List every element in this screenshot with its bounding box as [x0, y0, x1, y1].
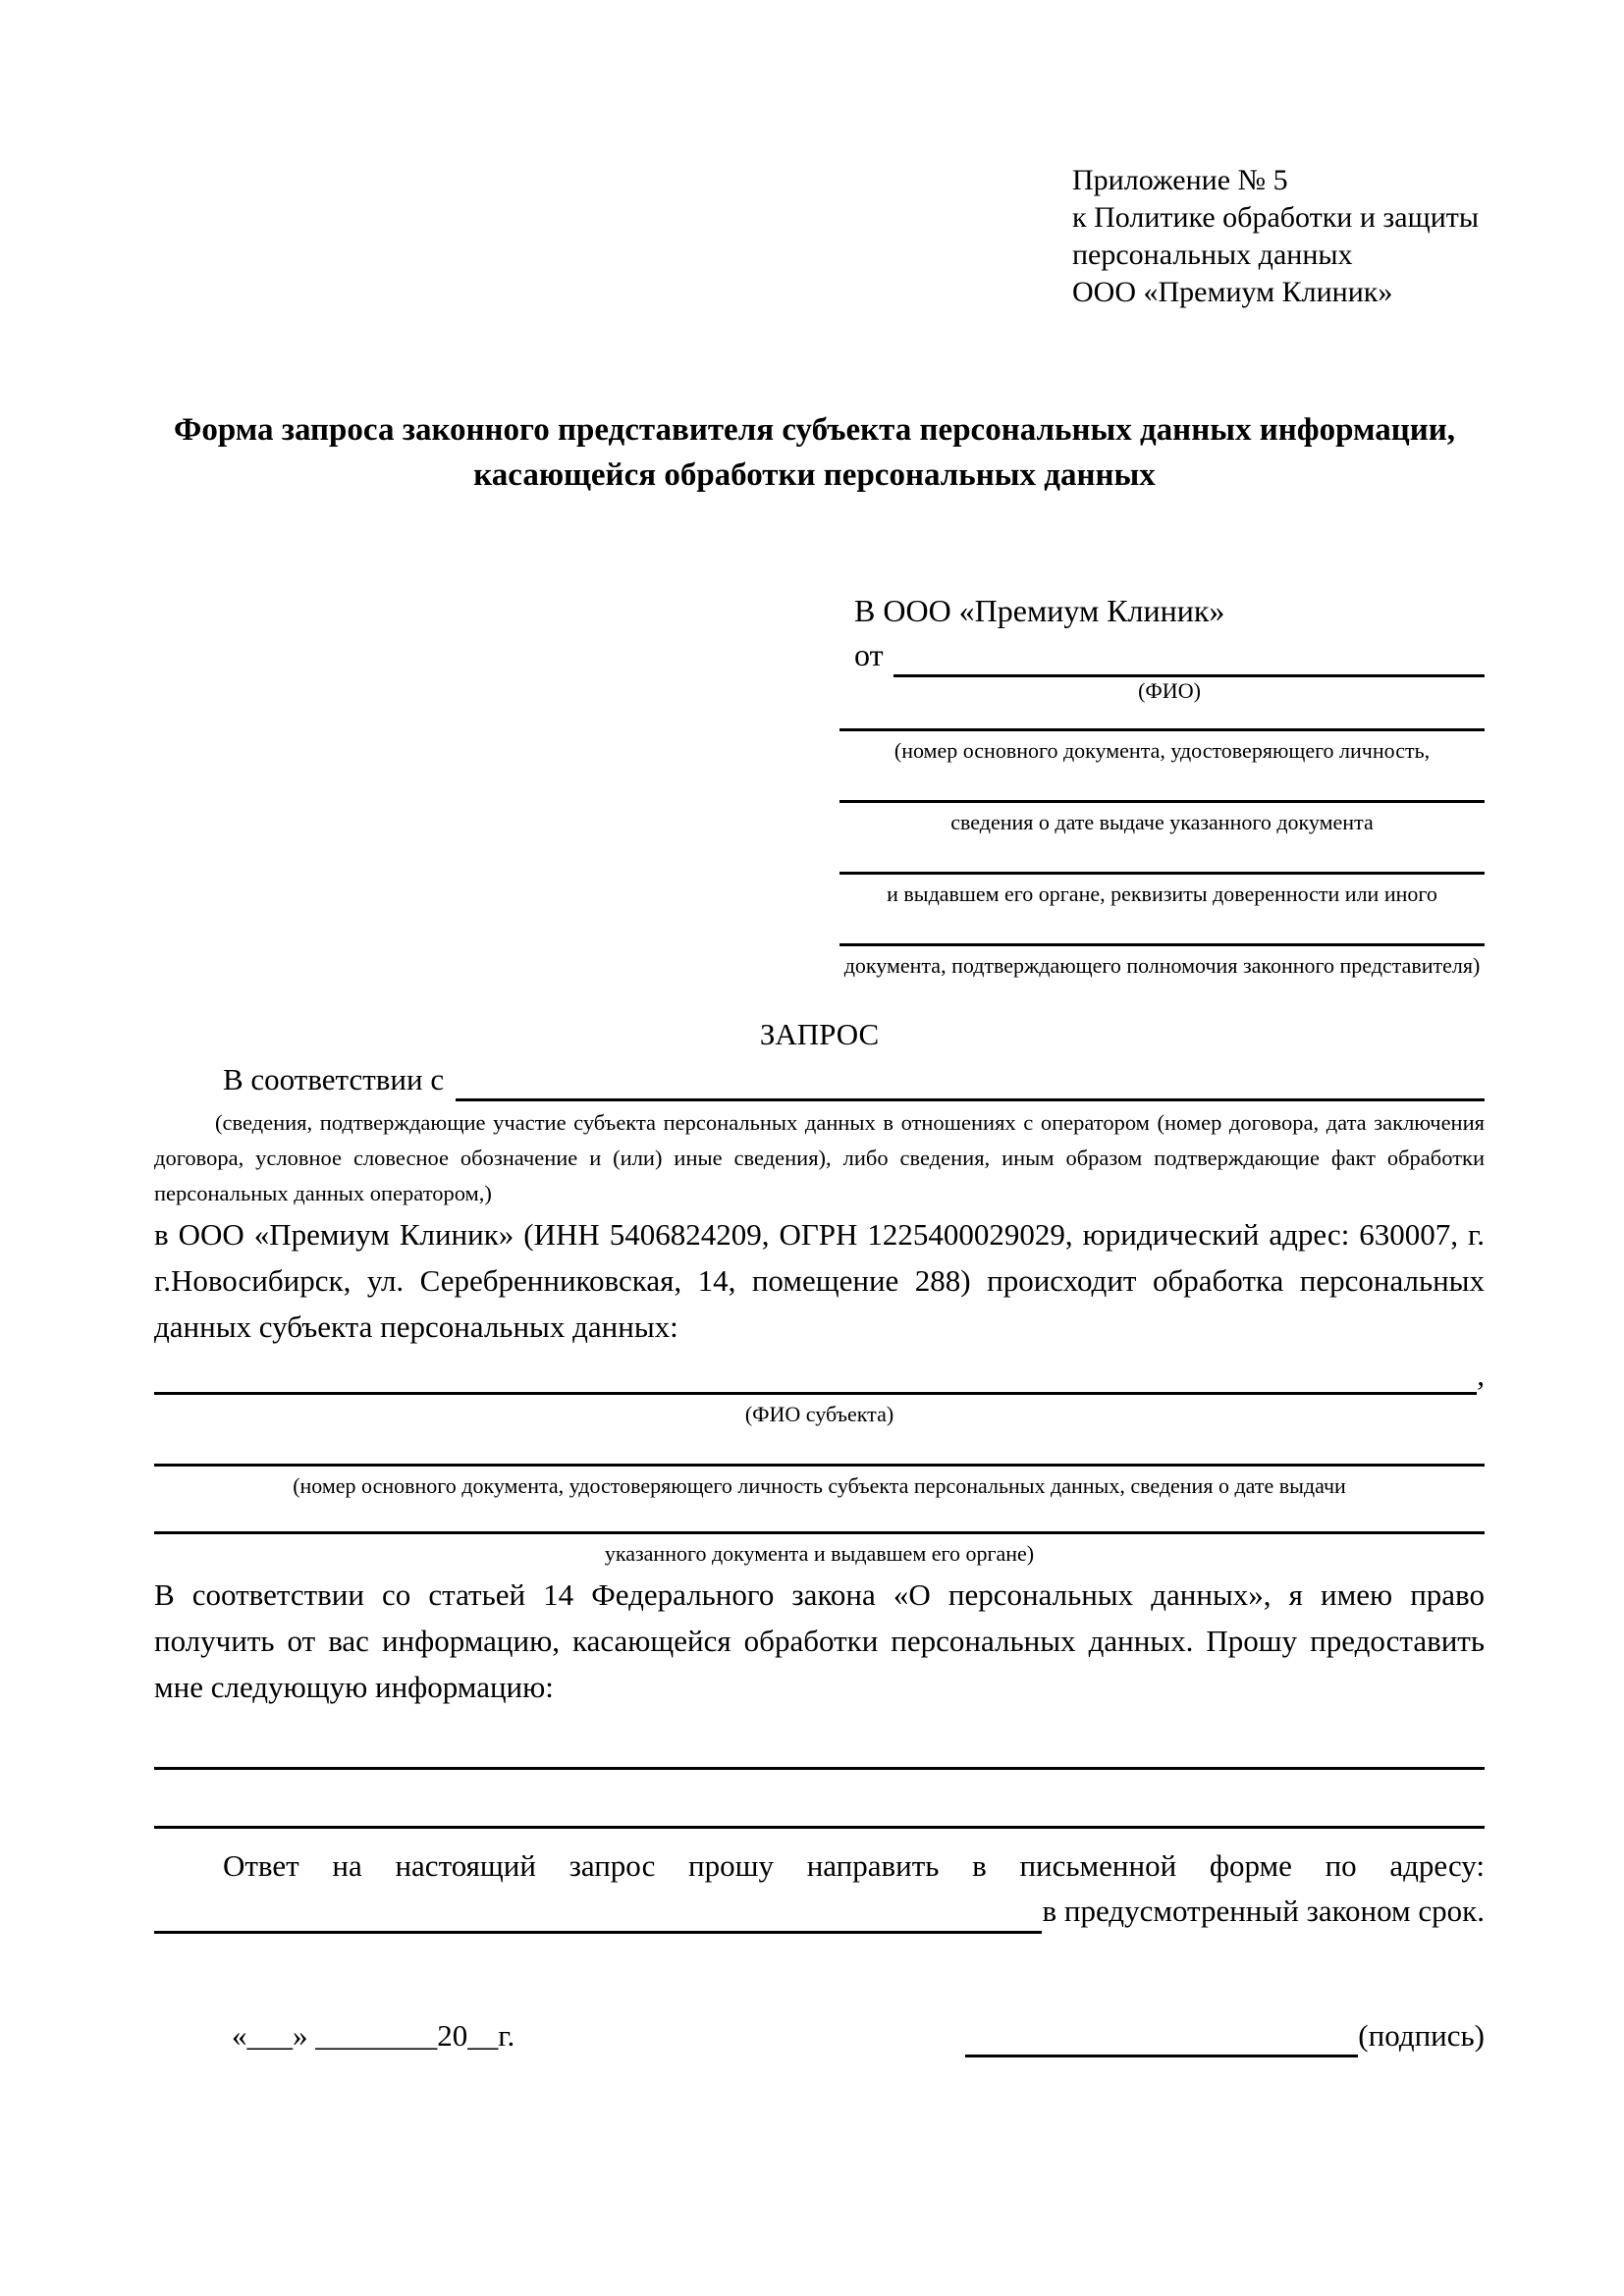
rep-doc-fill-line [839, 728, 1485, 731]
signature-block [965, 2014, 1485, 2057]
rep-date-caption: сведения о дате выдаче указанного документа [950, 810, 1374, 834]
info-fill-line-1 [154, 1767, 1485, 1770]
addressee-to: В ООО «Премиум Клиник» [854, 593, 1225, 628]
from-label: от [854, 637, 884, 672]
operator-paragraph: в ООО «Премиум Клиник» (ИНН 5406824209, ОГРН 1225400029029, юридический адрес: 630007, г. г.Новосибирск, ул. Серебренниковская, 14, помещение 288) происходит обработка персональных данных субъекта персональных данных: [154, 1217, 1485, 1344]
rep-power-caption: документа, подтверждающего полномочия законного представителя) [843, 953, 1481, 978]
rep-doc-caption: (номер основного документа, удостоверяющего личность, [893, 738, 1431, 763]
fio-caption: (ФИО) [1138, 678, 1201, 703]
rep-power-fill-line [839, 943, 1485, 946]
appendix-header [1072, 162, 1485, 311]
signature-row [154, 2014, 1485, 2057]
rep-authority-fill-line [839, 872, 1485, 875]
intro-fill-line [456, 1068, 1485, 1101]
subject-doc-caption-1: (номер основного документа, удостоверяющего личность субъекта персональных данных, сведения о дате выдачи [293, 1473, 1346, 1498]
from-fill-line [893, 642, 1485, 677]
rep-date-field [839, 800, 1485, 836]
date-blank: «___» ________20__г. [232, 2018, 515, 2053]
subject-doc-fill-line [154, 1464, 1485, 1467]
rep-date-fill-line [839, 800, 1485, 803]
addressee-block [854, 589, 1485, 705]
reply-tail: в предусмотренный законом срок. [1042, 1894, 1485, 1928]
appendix-policy-line: к Политике обработки и защиты [1072, 201, 1480, 234]
intro-caption: (сведения, подтверждающие участие субъекта персональных данных в отношениях с оператором (номер договора, дата заключения договора, условное словесное обозначение и (или) иные сведения), либо сведения, иным образом подтверждающие факт обработки персональных данных оператором,) [154, 1110, 1485, 1205]
rep-authority-field [839, 872, 1485, 908]
intro-row [154, 1058, 1485, 1101]
reply-paragraph: Ответ на настоящий запрос прошу направить в письменной форме по адресу: [223, 1848, 1485, 1883]
subject-fio-row [154, 1356, 1485, 1395]
subject-fio-caption: (ФИО субъекта) [744, 1402, 894, 1426]
appendix-number: Приложение № 5 [1072, 164, 1288, 196]
info-fill-line-2 [154, 1826, 1485, 1829]
subject-doc-caption-2: указанного документа и выдавшем его органе) [604, 1541, 1035, 1566]
signature-caption: (подпись) [1358, 2018, 1485, 2053]
rep-doc-field [839, 728, 1485, 765]
reply-address-fill-line [154, 1900, 1042, 1934]
signature-fill-line [965, 2024, 1358, 2057]
request-heading: ЗАПРОС [759, 1017, 880, 1051]
from-row [854, 632, 1485, 677]
rep-authority-caption: и выдавшем его органе, реквизиты доверенности или иного [887, 881, 1437, 906]
law-paragraph: В соответствии со статьей 14 Федерального закона «О персональных данных», я имею право получить от вас информацию, касающейся обработки персональных данных. Прошу предоставить мне следующую информацию: [154, 1577, 1485, 1704]
appendix-company: ООО «Премиум Клиник» [1072, 276, 1393, 308]
subject-fio-fill-line [154, 1365, 1477, 1395]
page-title: Форма запроса законного представителя субъекта персональных данных информации, касающейся обработки персональных данных [174, 412, 1455, 493]
rep-power-field [839, 943, 1485, 980]
subject-doc-fill-line-2 [154, 1531, 1485, 1534]
appendix-policy-line2: персональных данных [1072, 239, 1353, 271]
intro-label: В соответствии с [223, 1062, 445, 1096]
reply-address-row [154, 1889, 1485, 1934]
trailing-comma: , [1477, 1358, 1485, 1392]
